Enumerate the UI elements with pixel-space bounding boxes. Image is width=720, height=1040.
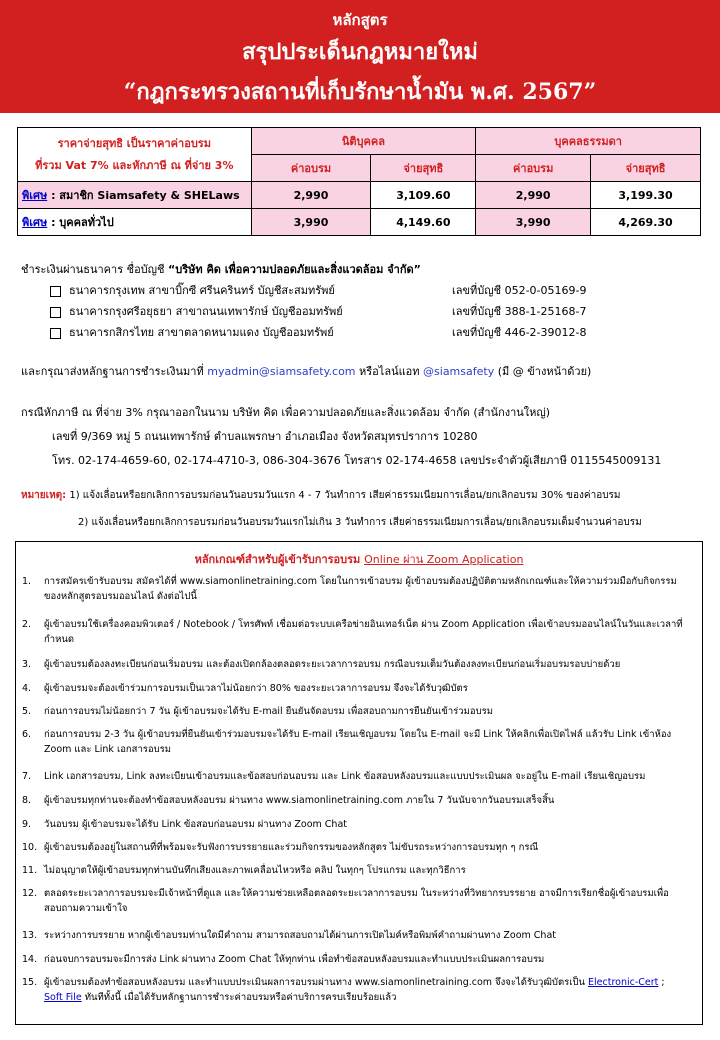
col-net-juristic: จ่ายสุทธิ: [371, 155, 476, 182]
email-link[interactable]: myadmin@siamsafety.com: [207, 365, 356, 378]
checkbox-icon: [50, 286, 61, 297]
item-15-tail: ทันทีทั้งนี้ เมื่อได้รับหลักฐานการชำระค่าอบรมหรือค่าบริการครบเรียบร้อยแล้ว: [81, 992, 397, 1003]
item-text: ผู้เข้าอบรมต้องลงทะเบียนก่อนเริ่มอบรม และต้องเปิดกล้องตลอดระยะเวลาการอบรม กรณีอบรมเต็มวันต้องลงทะเบียนก่อนเริ่มอบรมรอบบ่ายด้วย: [44, 659, 621, 670]
table-row: [18, 182, 701, 209]
price-cell: 3,990: [476, 209, 591, 236]
bank-item: [50, 281, 335, 299]
item-number: 1.: [22, 576, 32, 587]
item-15-text: ผู้เข้าอบรมต้องทำข้อสอบหลังอบรม และทำแบบประเมินผลการอบรมผ่านทาง www.siamonlinetraining.com จึงจะได้รับวุฒิบัตรเป็น: [44, 977, 589, 988]
rules-title-text: หลักเกณฑ์สำหรับผู้เข้ารับการอบรม: [194, 553, 365, 566]
item-text: ไม่อนุญาตให้ผู้เข้าอบรมทุกท่านบันทึกเสียงและภาพเคลื่อนไหวหรือ คลิป ในทุกๆ โปรแกรม และทุกวิธีการ: [44, 865, 466, 876]
bank-name: ธนาคารกรุงศรีอยุธยา สาขาถนนเทพารักษ์ บัญชีออมทรัพย์: [69, 305, 343, 318]
bank-account: เลขที่บัญชี 446-2-39012-8: [452, 326, 587, 339]
course-subtitle: “กฎกระทรวงสถานที่เก็บรักษาน้ำมัน พ.ศ. 2567”: [123, 79, 597, 105]
item-number: 3.: [22, 659, 32, 670]
item-number: 11.: [22, 865, 38, 876]
price-cell: 3,199.30: [591, 182, 701, 209]
bank-name: ธนาคารกสิกรไทย สาขาตลาดหนามแดง บัญชีออมทรัพย์: [69, 326, 334, 339]
evidence-text: และกรุณาส่งหลักฐานการชำระเงินมาที่: [21, 365, 208, 378]
special-tag: พิเศษ: [22, 189, 48, 202]
item-number: 4.: [22, 683, 32, 694]
bank-item: [50, 302, 343, 320]
price-note-line2: ที่รวม Vat 7% และหักภาษี ณ ที่จ่าย 3%: [35, 158, 234, 172]
price-cell: 3,990: [251, 209, 371, 236]
price-cell: 2,990: [251, 182, 371, 209]
item-text: ตลอดระยะเวลาการอบรมจะมีเจ้าหน้าที่ดูแล และให้ความช่วยเหลือตลอดระยะเวลาการอบรม ในระหว่างที่วิทยากรบรรยาย อาจมีการเรียกชื่อผู้เข้าอบรมเพื่อสอบถามความเข้าใจ: [44, 888, 669, 914]
row-label-text: : บุคคลทั่วไป: [47, 216, 114, 229]
item-number: 8.: [22, 795, 32, 806]
soft-file-link[interactable]: Soft File: [44, 992, 82, 1003]
row-label: [18, 209, 252, 236]
price-cell: 4,269.30: [591, 209, 701, 236]
remark-2: 2) แจ้งเลื่อนหรือยกเลิกการอบรมก่อนวันอบรมวันแรกไม่เกิน 3 วันทำการ เสียค่าธรรมเนียมการเลื่อน/ยกเลิกอบรมเต็มจำนวนค่าอบรม: [78, 517, 642, 528]
evidence-suffix: (มี @ ข้างหน้าด้วย): [494, 365, 592, 378]
item-text: ผู้เข้าอบรมทุกท่านจะต้องทำข้อสอบหลังอบรม ผ่านทาง www.siamonlinetraining.com ภายใน 7 วันนับจากวันอบรมเสร็จสิ้น: [44, 795, 555, 806]
bank-account: เลขที่บัญชี 388-1-25168-7: [452, 305, 587, 318]
table-row: [18, 209, 701, 236]
item-text: [44, 975, 686, 1005]
item-text: ระหว่างการบรรยาย หากผู้เข้าอบรมท่านใดมีคำถาม สามารถสอบถามได้ผ่านการเปิดไมค์หรือพิมพ์คำถามผ่านทาง Zoom Chat: [44, 930, 556, 941]
item-number: 14.: [22, 954, 38, 965]
item-15-sep: ;: [658, 977, 665, 988]
line-id[interactable]: @siamsafety: [423, 365, 495, 378]
item-number: 15.: [22, 977, 38, 988]
item-number: 5.: [22, 706, 32, 717]
evidence-mid: หรือไลน์แอท: [355, 365, 424, 378]
item-text: ก่อนการอบรมไม่น้อยกว่า 7 วัน ผู้เข้าอบรมจะได้รับ E-mail ยืนยันจัดอบรม เพื่อสอบถามการยืนยันเข้าร่วมอบรม: [44, 706, 493, 717]
bank-account: เลขที่บัญชี 052-0-05169-9: [452, 284, 587, 297]
payment-intro: [21, 260, 421, 278]
course-label: หลักสูตร: [332, 11, 388, 29]
item-number: 9.: [22, 819, 32, 830]
item-number: 7.: [22, 771, 32, 782]
tax-line-1: กรณีหักภาษี ณ ที่จ่าย 3% กรุณาออกในนาม บริษัท คิด เพื่อความปลอดภัยและสิ่งแวดล้อม จำกัด (สำนักงานใหญ่): [21, 406, 551, 419]
row-label-text: : สมาชิก Siamsafety & SHELaws: [47, 189, 240, 202]
item-number: 13.: [22, 930, 38, 941]
item-text: การสมัครเข้ารับอบรม สมัครได้ที่ www.siamonlinetraining.com โดยในการเข้าอบรม ผู้เข้าอบรมต้องปฏิบัติตามหลักเกณฑ์และให้ความร่วมมือกับกิจกรรมของหลักสูตรอบรมออนไลน์ ดังต่อไปนี้: [44, 576, 677, 602]
item-text: ก่อนจบการอบรมจะมีการส่ง Link ผ่านทาง Zoom Chat ให้ทุกท่าน เพื่อทำข้อสอบหลังอบรมและทำแบบประเมินผลการอบรม: [44, 954, 545, 965]
price-table: [17, 127, 701, 236]
item-number: 2.: [22, 619, 32, 630]
item-number: 12.: [22, 888, 38, 899]
price-note: [18, 128, 252, 182]
tax-address: เลขที่ 9/369 หมู่ 5 ถนนเทพารักษ์ ตำบลแพรกษา อำเภอเมือง จังหวัดสมุทรปราการ 10280: [52, 430, 478, 443]
header-banner: [0, 0, 720, 113]
remark-label: หมายเหตุ:: [21, 490, 67, 501]
row-label: [18, 182, 252, 209]
price-cell: 2,990: [476, 182, 591, 209]
item-number: 10.: [22, 842, 38, 853]
price-cell: 3,109.60: [371, 182, 476, 209]
col-fee-juristic: ค่าอบรม: [251, 155, 371, 182]
checkbox-icon: [50, 307, 61, 318]
item-text: ผู้เข้าอบรมใช้เครื่องคอมพิวเตอร์ / Notebook / โทรศัพท์ เชื่อมต่อระบบเครือข่ายอินเทอร์เน็ต ผ่าน Zoom Application เพื่อเข้าอบรมออนไลน์ในวันและเวลาที่กำหนด: [44, 619, 683, 645]
item-text: Link เอกสารอบรม, Link ลงทะเบียนเข้าอบรมและข้อสอบก่อนอบรม และ Link ข้อสอบหลังอบรมและแบบประเมินผล จะอยู่ใน E-mail เรียนเชิญอบรม: [44, 771, 646, 782]
item-text: ผู้เข้าอบรมต้องอยู่ในสถานที่ที่พร้อมจะรับฟังการบรรยายและร่วมกิจกรรมของหลักสูตร ไม่ขับรถระหว่างการอบรมทุก ๆ กรณี: [44, 842, 539, 853]
item-number: 6.: [22, 729, 32, 740]
col-net-person: จ่ายสุทธิ: [591, 155, 701, 182]
rules-title-link[interactable]: Online ผ่าน Zoom Application: [364, 553, 524, 566]
rules-box: [15, 541, 703, 1025]
remark-1-text: 1) แจ้งเลื่อนหรือยกเลิกการอบรมก่อนวันอบรมวันแรก 4 - 7 วันทำการ เสียค่าธรรมเนียมการเลื่อน/ยกเลิกอบรม 30% ของค่าอบรม: [66, 490, 621, 501]
special-tag: พิเศษ: [22, 216, 48, 229]
group-juristic-header: นิติบุคคล: [251, 128, 476, 155]
bank-name: ธนาคารกรุงเทพ สาขาบิ๊กซี ศรีนครินทร์ บัญชีสะสมทรัพย์: [69, 284, 335, 297]
price-cell: 4,149.60: [371, 209, 476, 236]
price-note-line1: ราคาจ่ายสุทธิ เป็นราคาค่าอบรม: [57, 136, 211, 150]
rules-title: [16, 550, 702, 568]
group-person-header: บุคคลธรรมดา: [476, 128, 701, 155]
account-name: “บริษัท คิด เพื่อความปลอดภัยและสิ่งแวดล้อม จำกัด”: [168, 263, 421, 276]
tax-contact: โทร. 02-174-4659-60, 02-174-4710-3, 086-304-3676 โทรสาร 02-174-4658 เลขประจำตัวผู้เสียภาษี 0115545009131: [52, 454, 662, 467]
col-fee-person: ค่าอบรม: [476, 155, 591, 182]
checkbox-icon: [50, 328, 61, 339]
electronic-cert-link[interactable]: Electronic-Cert: [588, 977, 659, 988]
bank-item: [50, 323, 334, 341]
item-text: ผู้เข้าอบรมจะต้องเข้าร่วมการอบรมเป็นเวลาไม่น้อยกว่า 80% ของระยะเวลาการอบรม จึงจะได้รับวุฒิบัตร: [44, 683, 468, 694]
evidence-line: [21, 362, 591, 380]
course-title: สรุปประเด็นกฎหมายใหม่: [242, 39, 478, 65]
remark-1: [21, 488, 621, 503]
payment-intro-text: ชำระเงินผ่านธนาคาร ชื่อบัญชี: [21, 263, 168, 276]
item-text: วันอบรม ผู้เข้าอบรมจะได้รับ Link ข้อสอบก่อนอบรม ผ่านทาง Zoom Chat: [44, 819, 347, 830]
item-text: ก่อนการอบรม 2-3 วัน ผู้เข้าอบรมที่ยืนยันเข้าร่วมอบรมจะได้รับ E-mail เรียนเชิญอบรม โดยใน E-mail จะมี Link ให้คลิกเพื่อเปิดไฟล์ แล้วรับ Link เข้าห้อง Zoom และ Link เอกสารอบรม: [44, 729, 672, 755]
